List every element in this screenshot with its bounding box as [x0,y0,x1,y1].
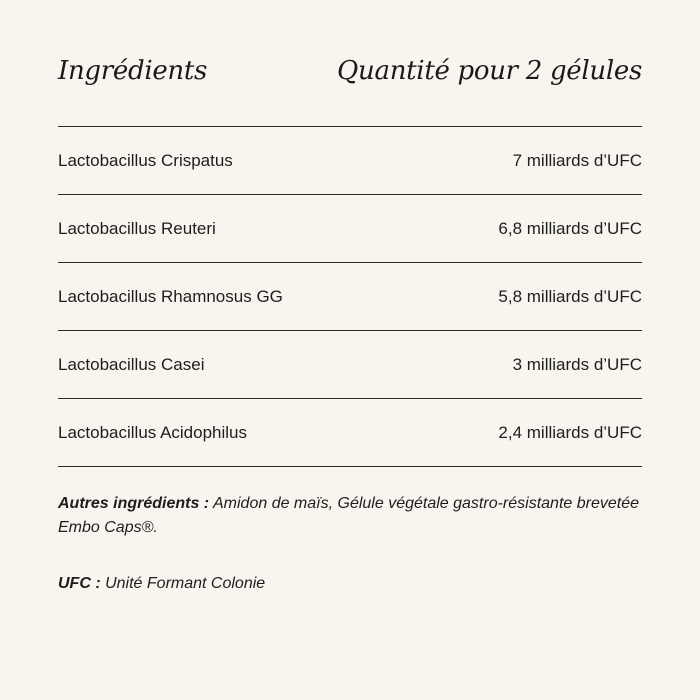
table-row [58,195,642,262]
ingredient-name: Lactobacillus Acidophilus [58,422,248,442]
ingredients-heading: Ingrédients [58,56,208,86]
ingredient-amount: 6,8 milliards d’UFC [498,218,642,238]
table-header [58,56,642,96]
table-row [58,263,642,330]
ufc-label: UFC : [58,575,101,592]
ingredient-name: Lactobacillus Casei [58,354,205,374]
ingredient-amount: 5,8 milliards d’UFC [498,286,642,306]
table-row [58,331,642,398]
ingredient-amount: 2,4 milliards d’UFC [498,422,642,442]
quantity-heading: Quantité pour 2 gélules [337,56,642,86]
table-row [58,399,642,466]
ingredient-amount: 7 milliards d’UFC [512,150,642,170]
ingredient-name: Lactobacillus Reuteri [58,218,216,238]
table-divider [58,466,642,467]
table-row [58,127,642,194]
ingredient-amount: 3 milliards d’UFC [512,354,642,374]
other-ingredients-text: Amidon de maïs, Gélule végétale gastro-résistante brevetée Embo Caps®. [58,495,639,536]
ingredients-panel [58,0,642,700]
ufc-text: Unité Formant Colonie [100,575,266,592]
other-ingredients-label: Autres ingrédients : [58,495,210,512]
ufc-note [58,572,642,596]
footnotes [58,492,642,596]
other-ingredients-note [58,492,642,540]
ingredient-name: Lactobacillus Rhamnosus GG [58,286,283,306]
ingredients-table [58,126,642,467]
ingredient-name: Lactobacillus Crispatus [58,150,233,170]
